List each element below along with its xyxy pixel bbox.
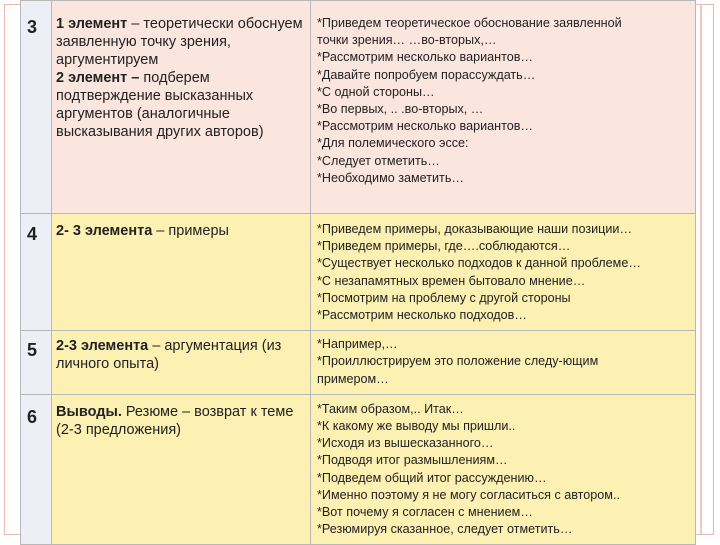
element-description-cell [52,1,311,214]
phrase-line: *Рассмотрим несколько вариантов… [317,50,533,65]
table-row [21,1,696,214]
element-description: 2- 3 элемента – примеры [56,223,229,239]
phrase-line: *Вот почему я согласен с мнением… [317,505,533,520]
phrase-line: *К какому же выводу мы пришли.. [317,419,516,434]
phrase-line: *Приведем примеры, где….соблюдаются… [317,239,571,254]
phrase-line: *Например,… [317,337,398,352]
phrase-line: точки зрения… …во-вторых,… [317,33,497,48]
element-description: Выводы. Резюме – возврат к теме (2-3 предложения) [56,403,294,438]
phrase-line: *Подводя итог размышлениям… [317,453,508,468]
table-row [21,331,696,395]
phrase-line: *Давайте попробуем порассуждать… [317,67,536,82]
phrase-line: *Таким образом,.. Итак… [317,401,464,416]
row-number-cell [21,394,52,545]
phrase-line: *Рассмотрим несколько подходов… [317,308,527,323]
phrase-line: *С одной стороны… [317,84,435,99]
phrases-cell [311,394,696,545]
phrase-line: *Посмотрим на проблему с другой стороны [317,290,571,305]
phrase-line: *С незапамятных времен бытовало мнение… [317,273,586,288]
element-description-cell [52,394,311,545]
element-description-cell [52,214,311,331]
row-number-cell [21,1,52,214]
phrase-line: *Проиллюстрируем это положение следу-ющим [317,354,599,369]
row-number-cell [21,214,52,331]
phrase-line: примером… [317,371,389,386]
phrase-line: *Существует несколько подходов к данной проблеме… [317,256,641,271]
phrase-line: *Необходимо заметить… [317,170,464,185]
phrase-line: *Следует отметить… [317,153,440,168]
element-description: 2-3 элемента – аргументация (из личного опыта) [56,338,282,373]
element-description-cell [52,331,311,395]
phrase-line: *Приведем примеры, доказывающие наши позиции… [317,222,633,236]
element-description: 1 элемент – теоретически обоснуем заявленную точку зрения, аргументируем [56,16,303,68]
phrase-line: *Подведем общий итог рассуждению… [317,470,547,485]
phrase-line: *Исходя из вышесказанного… [317,436,494,451]
decorative-rule [700,4,702,534]
phrase-line: *Именно поэтому я не могу согласиться с автором.. [317,487,620,502]
phrase-line: *Для полемического эссе: [317,136,469,151]
row-number-cell [21,331,52,395]
phrase-line: *Приведем теоретическое обоснование заявленной [317,16,622,30]
row-number: 5 [27,340,38,361]
row-number: 4 [27,224,38,244]
phrases-cell [311,331,696,395]
phrases-cell [311,1,696,214]
row-number: 6 [27,406,38,427]
phrases-cell [311,214,696,331]
row-number: 3 [27,17,38,37]
phrase-line: *Рассмотрим несколько вариантов… [317,119,533,134]
essay-structure-table [20,0,696,545]
element-description: 2 элемент – подберем подтверждение высказанных аргументов (аналогичные высказывания других авторов) [56,70,264,140]
phrase-line: *Резюмируя сказанное, следует отметить… [317,522,573,537]
table-row [21,214,696,331]
table-row [21,394,696,545]
phrase-line: *Во первых, .. .во-вторых, … [317,102,484,117]
